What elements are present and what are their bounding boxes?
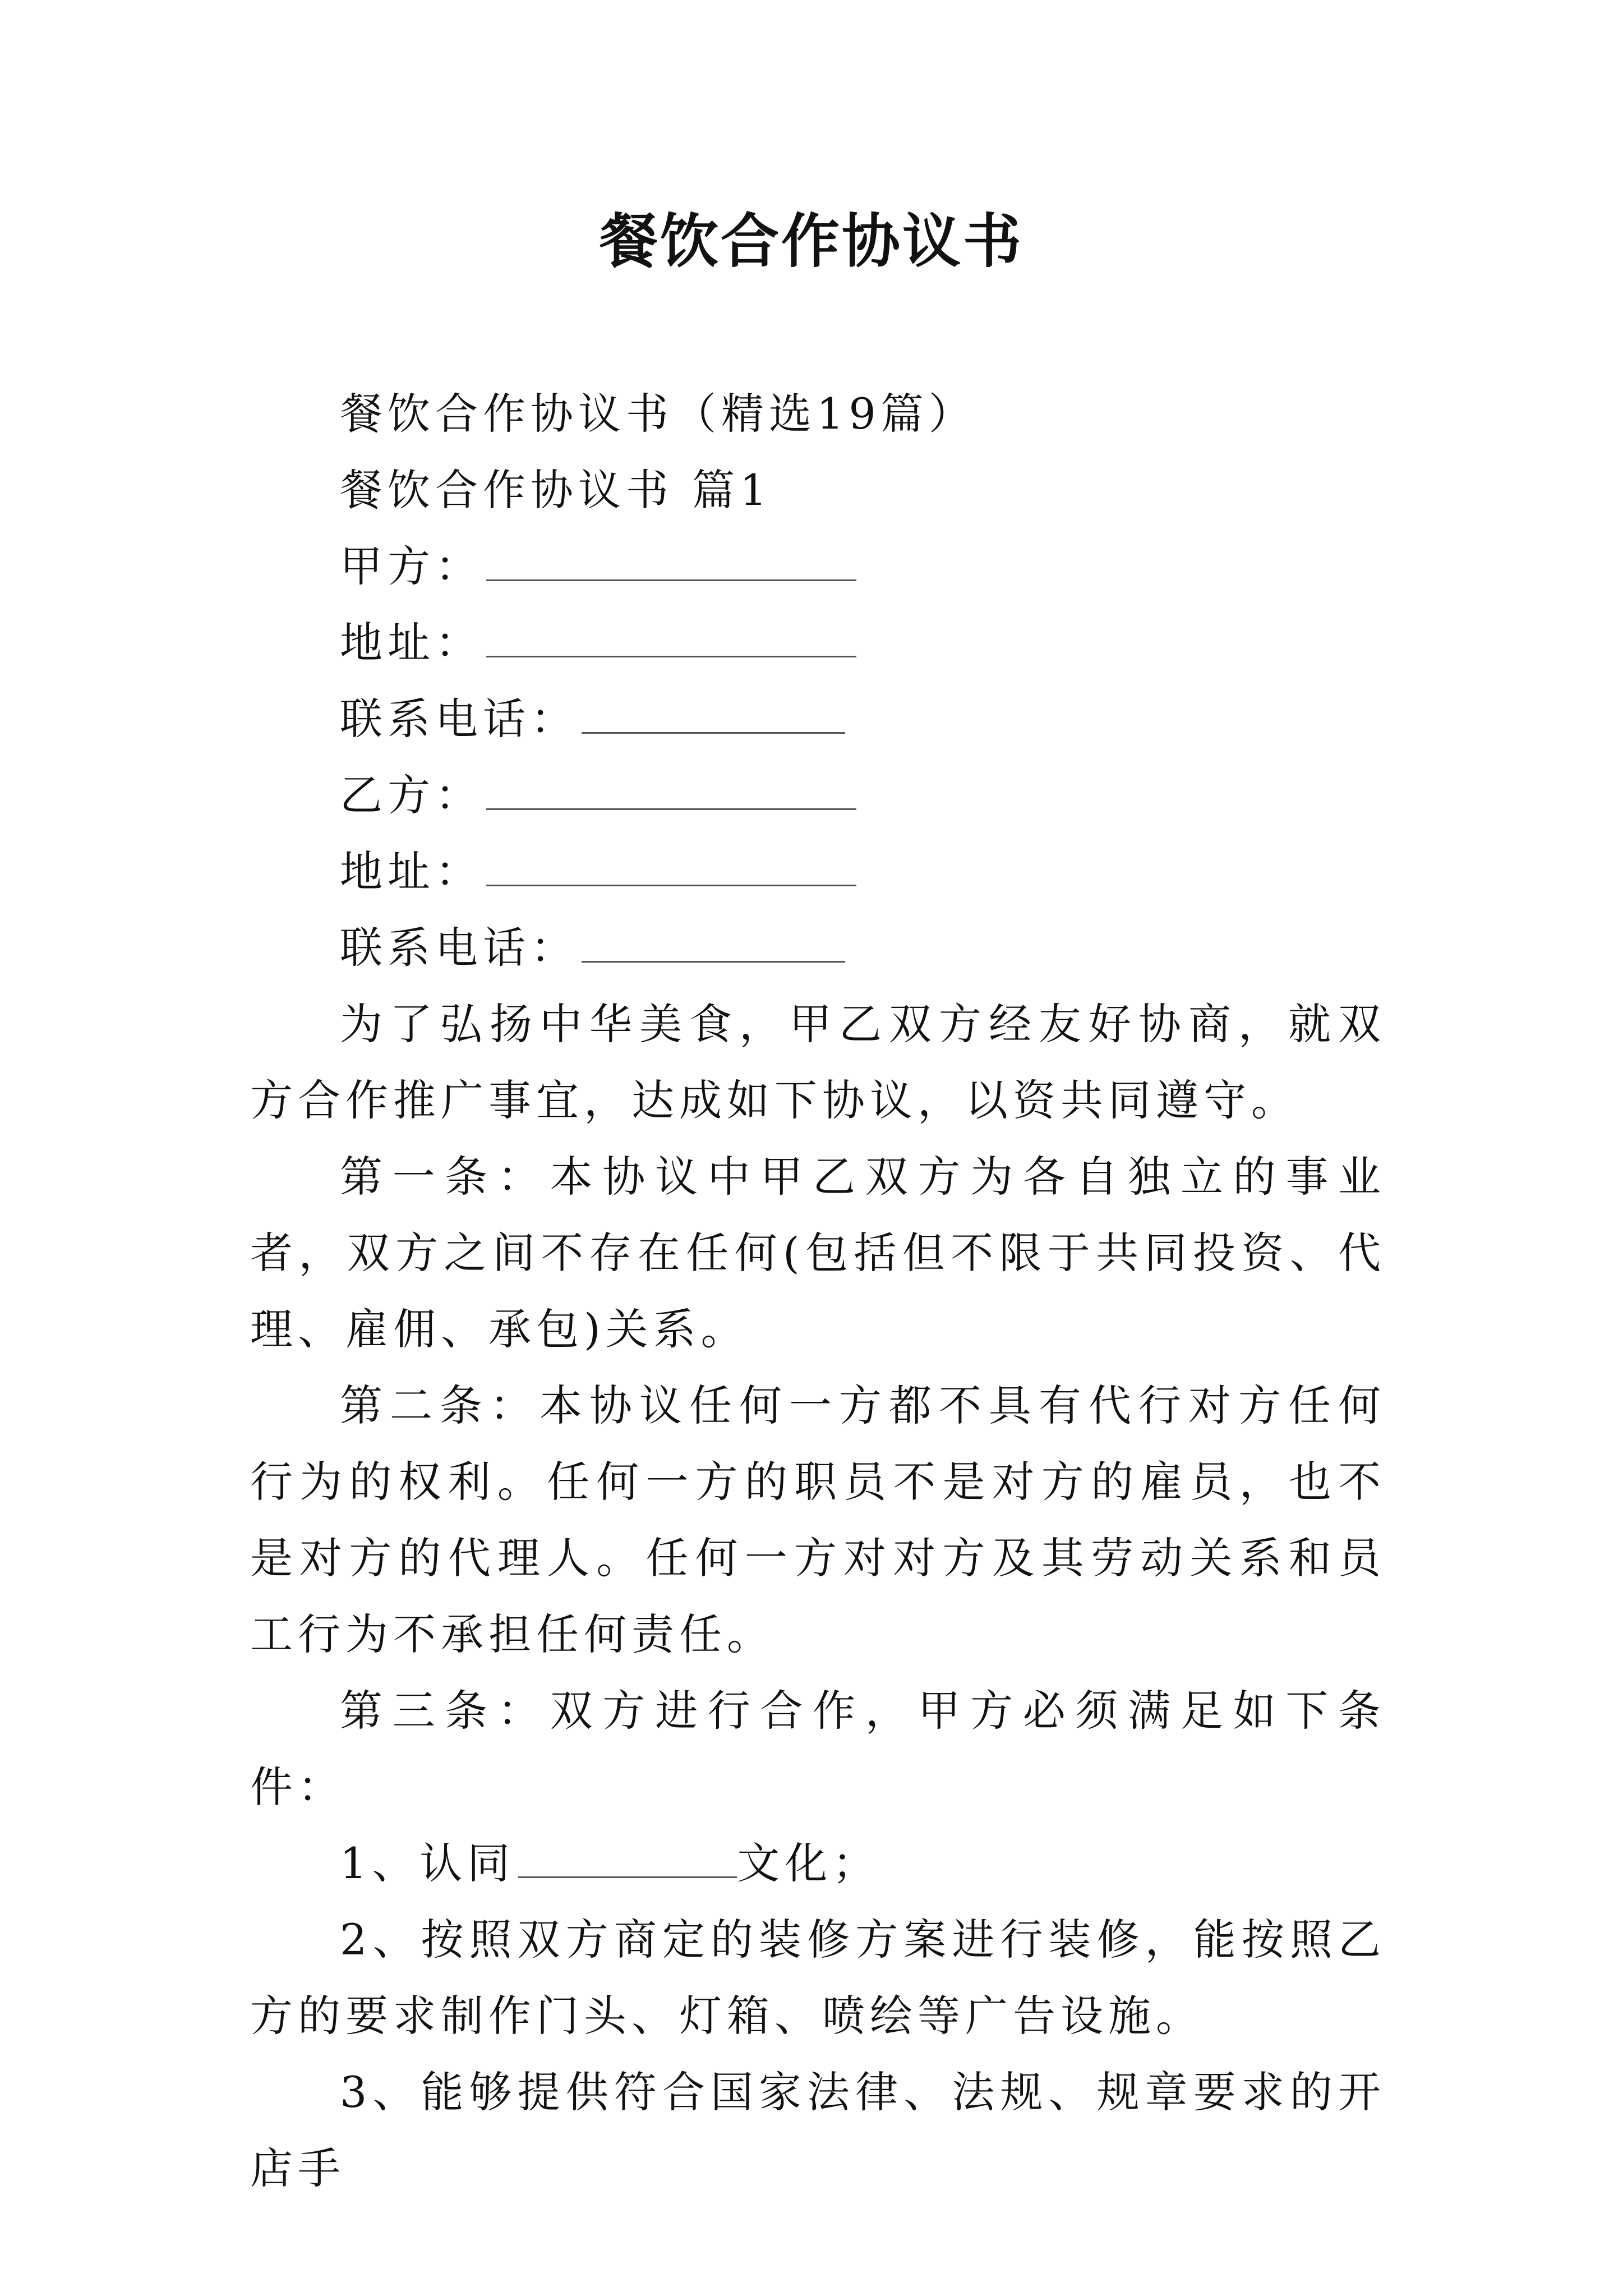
party-b-address-blank[interactable] [486,851,856,886]
item-2-paragraph: 2、按照双方商定的装修方案进行装修，能按照乙方的要求制作门头、灯箱、喷绘等广告设施。 [250,1915,1386,2041]
item-1-suffix: 文化； [737,1838,880,1888]
document-body [250,376,1386,2207]
party-b-blank[interactable] [486,775,856,810]
item-1-prefix: 1、认同 [340,1838,515,1888]
party-b-phone-label: 联系电话： [340,923,578,973]
party-b-phone-field [250,910,1386,986]
article-1-paragraph: 第一条：本协议中甲乙双方为各自独立的事业者，双方之间不存在任何(包括但不限于共同投资、代理、雇佣、承包)关系。 [250,1152,1386,1354]
party-a-label: 甲方： [340,541,483,591]
party-a-address-blank[interactable] [486,622,856,657]
party-b-field [250,757,1386,834]
party-b-label: 乙方： [340,770,483,820]
item-1 [250,1825,1386,1902]
article-2-paragraph: 第二条：本协议任何一方都不具有代行对方任何行为的权利。任何一方的职员不是对方的雇员，也不是对方的代理人。任何一方对对方及其劳动关系和员工行为不承担任何责任。 [250,1381,1386,1659]
party-a-phone-label: 联系电话： [340,694,578,744]
item-1-blank[interactable] [518,1843,737,1878]
document-title: 餐饮合作协议书 [599,206,1023,275]
party-a-blank[interactable] [486,546,856,581]
party-b-address-label: 地址： [340,846,483,896]
intro-paragraph: 为了弘扬中华美食，甲乙双方经友好协商，就双方合作推广事宜，达成如下协议，以资共同遵守。 [250,999,1386,1125]
party-a-phone-blank[interactable] [582,698,845,734]
subtitle: 餐饮合作协议书（精选19篇） [340,389,976,439]
party-b-phone-blank[interactable] [582,927,845,963]
party-a-address-label: 地址： [340,618,483,668]
item-3-paragraph: 3、能够提供符合国家法律、法规、规章要求的开店手 [250,2067,1386,2193]
party-b-address-field [250,834,1386,910]
party-a-address-field [250,605,1386,681]
article-3-paragraph: 第三条：双方进行合作，甲方必须满足如下条件： [250,1686,1386,1812]
party-a-field [250,528,1386,605]
party-a-phone-field [250,681,1386,757]
section-heading: 餐饮合作协议书 篇1 [340,465,772,515]
